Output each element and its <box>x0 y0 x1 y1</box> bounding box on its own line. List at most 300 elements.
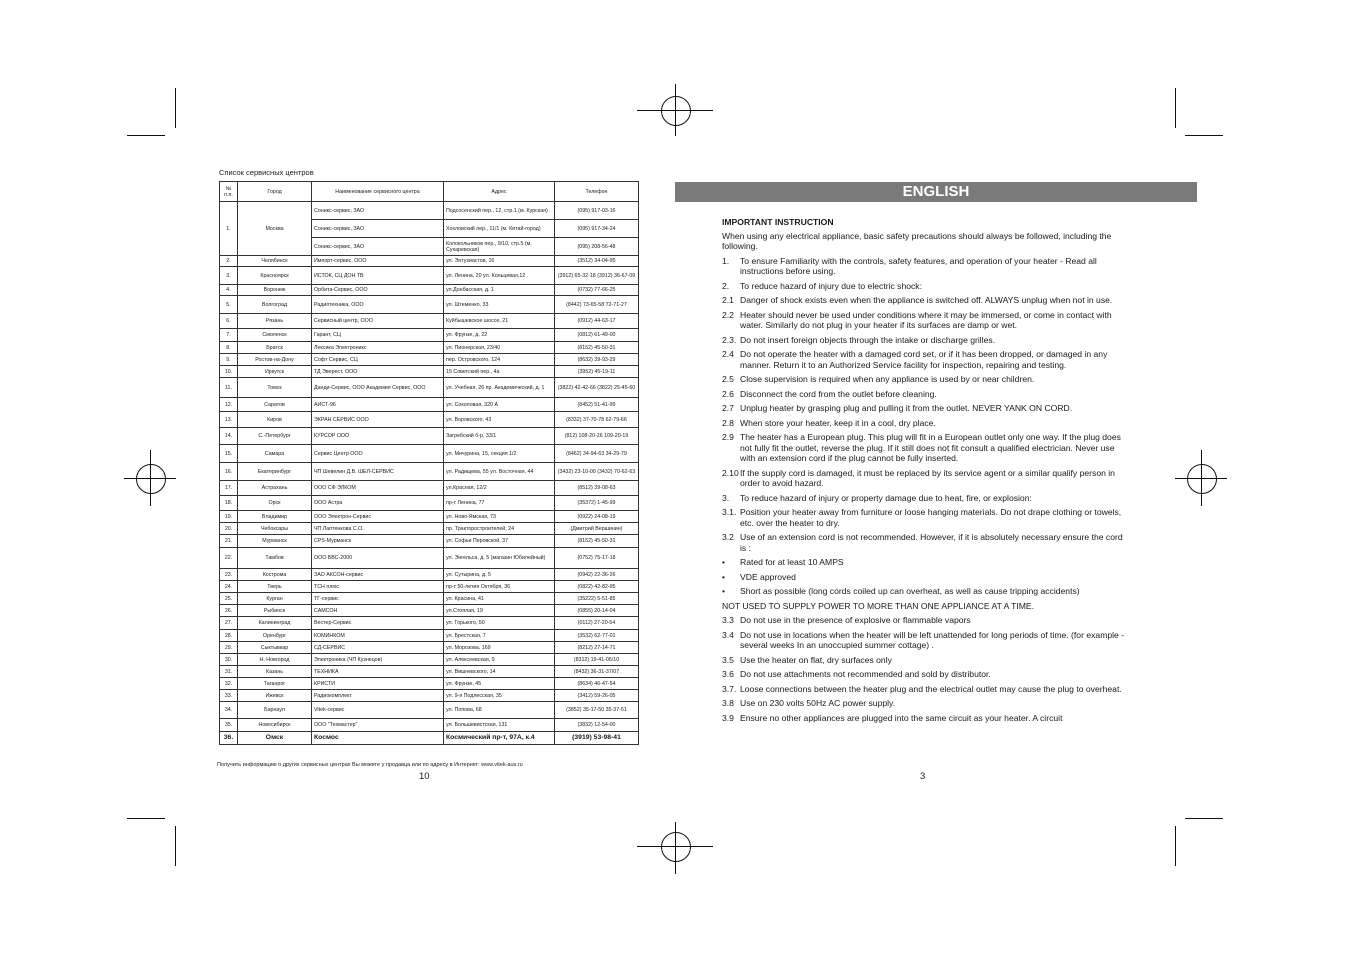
table-row <box>220 366 639 378</box>
table-row <box>220 654 639 666</box>
instruction-text: Rated for at least 10 AMPS <box>740 557 844 567</box>
instruction-text: Disconnect the cord from the outlet before cleaning. <box>740 388 937 399</box>
instruction-text: If the supply cord is damaged, it must be replaced by its service agent or a similar qualify person in order to avoid hazard. <box>740 467 1115 488</box>
instruction-item <box>722 256 1128 277</box>
table-row <box>220 605 639 617</box>
table-cell-city: Красноярск <box>238 267 312 285</box>
table-cell-n: 28. <box>220 630 238 642</box>
table-cell-name: Софт Сервис, СЦ <box>312 354 444 366</box>
table-cell-n: 20. <box>220 523 238 535</box>
table-cell-tel: (0812) 61-49-00 <box>555 329 639 342</box>
table-cell-addr: ул. Горького, 50 <box>444 617 555 630</box>
table-cell-name: КОМИНКОМ <box>312 630 444 642</box>
table-cell-n: 23. <box>220 569 238 581</box>
table-cell-city: Ростов-на-Дону <box>238 354 312 366</box>
table-cell-tel: (3512) 34-04-95 <box>555 256 639 267</box>
table-cell-name: Радиотехника, ООО <box>312 296 444 314</box>
table-cell-city: Казань <box>238 666 312 678</box>
instruction-text: To reduce hazard of injury due to electric shock: <box>740 280 922 291</box>
table-cell-addr: ул. Соколовая, 320 А <box>444 398 555 412</box>
table-row <box>220 702 639 719</box>
table-cell-addr: пр. Тракторостроителей, 24 <box>444 523 555 535</box>
table-cell-city: Тверь <box>238 581 312 593</box>
table-cell-tel: (812) 108-20-26 109-20-19 <box>555 428 639 445</box>
table-cell-addr: ул. Ленина, 20 ул. Кольцевая,12 <box>444 267 555 285</box>
table-cell-city: Киров <box>238 412 312 428</box>
instruction-item <box>722 669 1128 680</box>
instruction-text: Loose connections between the heater plug and the electrical outlet may cause the plug to overheat. <box>740 683 1122 694</box>
instruction-number: 2.4 <box>722 349 734 359</box>
instruction-text: Ensure no other appliances are plugged into the same circuit as your heater. A circuit <box>740 712 1063 723</box>
table-cell-tel: (8634) 46-47-54 <box>555 678 639 690</box>
table-cell-name: ООО Астра <box>312 496 444 511</box>
table-cell-tel: (3912) 65-32-18 (3912) 36-67-09 <box>555 267 639 285</box>
page-number-left: 10 <box>419 771 430 782</box>
table-cell-name: Радиокомплект <box>312 690 444 702</box>
table-row <box>220 445 639 463</box>
crop-mark <box>175 88 176 128</box>
table-row <box>220 256 639 267</box>
table-cell-tel: (8152) 45-50-31 <box>555 535 639 548</box>
instruction-number: 3.5 <box>722 654 734 665</box>
table-cell-tel: (0112) 27-20-54 <box>555 617 639 630</box>
instruction-item <box>722 507 1128 528</box>
instruction-item <box>722 572 1128 583</box>
instruction-item <box>722 349 1128 370</box>
table-cell-addr: ул. Воровского, 43 <box>444 412 555 428</box>
table-row <box>220 481 639 496</box>
table-cell-tel: (095) 917-03-16 <box>555 202 639 220</box>
table-cell-name: Соникс-сервис, ЗАО <box>312 238 444 256</box>
table-cell-addr: ул. Вишневского, 14 <box>444 666 555 678</box>
service-centers-page <box>219 168 639 745</box>
table-cell-name: Импорт-сервис, ООО <box>312 256 444 267</box>
instruction-number: 2.10 <box>722 467 739 478</box>
instruction-item <box>722 295 1128 306</box>
table-cell-city: Н. Новгород <box>238 654 312 666</box>
table-cell-n: 10. <box>220 366 238 378</box>
table-cell-addr: 15 Советский пер., 4а <box>444 366 555 378</box>
table-cell-city: Кострома <box>238 569 312 581</box>
crop-mark <box>1185 818 1223 819</box>
table-cell-addr: Хохловский пер., 11/1 (м. Китай-город) <box>444 220 555 238</box>
table-cell-addr: ул. Энтузиастов, 16 <box>444 256 555 267</box>
instruction-text: Use on 230 volts 50Hz AC power supply. <box>740 698 896 708</box>
table-cell-city: Оренбург <box>238 630 312 642</box>
instructions-intro: When using any electrical appliance, basic safety precautions should always be followed, including the following. <box>722 230 1112 251</box>
table-cell-city: Волгоград <box>238 296 312 314</box>
table-cell-tel: (8632) 39-93-29 <box>555 354 639 366</box>
table-cell-n: 15. <box>220 445 238 463</box>
table-cell-n: 3. <box>220 267 238 285</box>
table-row <box>220 678 639 690</box>
instruction-text: Do not operate the heater with a damaged cord set, or if it has been dropped, or damaged in any manner. Return it to an Authorized Service facility for inspection, repairing and testing. <box>740 349 1108 370</box>
table-cell-city: Екатеринбург <box>238 463 312 481</box>
table-cell-n: 9. <box>220 354 238 366</box>
instruction-item <box>722 557 1128 568</box>
table-cell-name: Vitek-сервис <box>312 702 444 719</box>
instruction-number: 2.1 <box>722 295 734 305</box>
table-cell-n: 35. <box>220 719 238 732</box>
table-cell-tel: (8462) 34-94-63 34-29-79 <box>555 445 639 463</box>
english-section-header: ENGLISH <box>675 182 1197 202</box>
service-centers-title: Список сервисных центров <box>219 168 314 177</box>
instruction-item <box>722 630 1128 651</box>
crop-mark <box>175 826 176 866</box>
table-cell-name: ЭКРАН СЕРВИС ООО <box>312 412 444 428</box>
table-cell-n: 33. <box>220 690 238 702</box>
instruction-text: To reduce hazard of injury or property damage due to heat, fire, or explosion: <box>740 492 1032 503</box>
table-cell-city: Мурманск <box>238 535 312 548</box>
instruction-number: • <box>722 571 726 582</box>
table-cell-city: Таганрог <box>238 678 312 690</box>
instruction-text: Danger of shock exists even when the appliance is switched off. ALWAYS unplug when not in use. <box>740 295 1113 305</box>
column-header: Телефон <box>555 182 639 202</box>
table-cell-name: Электроника (ЧП Кузнецов) <box>312 654 444 666</box>
table-cell-tel: (8452) 51-41-99 <box>555 398 639 412</box>
instruction-number: 3. <box>722 492 730 503</box>
table-row <box>220 354 639 366</box>
table-cell-city: Томск <box>238 378 312 398</box>
instruction-text: Unplug heater by grasping plug and pulling it from the outlet. NEVER YANK ON CORD. <box>740 403 1073 413</box>
table-cell-name: ООО "Техмастер" <box>312 719 444 732</box>
table-cell-addr: ул. Попова, 68 <box>444 702 555 719</box>
instructions-page <box>722 217 1128 727</box>
service-centers-table <box>219 181 639 745</box>
instruction-text: NOT USED TO SUPPLY POWER TO MORE THAN ONE APPLIANCE AT A TIME. <box>722 600 1035 611</box>
table-cell-city: Саратов <box>238 398 312 412</box>
instruction-number: 3.7. <box>722 683 737 694</box>
instruction-number: 2. <box>722 280 730 291</box>
table-cell-tel: (3952) 45-19-11 <box>555 366 639 378</box>
table-cell-n: 32. <box>220 678 238 690</box>
table-cell-addr: ул. Пионерская, 23/40 <box>444 342 555 354</box>
instruction-text: Heater should never be used under conditions where it may be immersed, or come in contact with water. Similarly do not plug in your heater if its surfaces are damp or wet. <box>740 309 1112 330</box>
table-row <box>220 329 639 342</box>
instruction-number: 1. <box>722 255 730 266</box>
instruction-number: 2.5 <box>722 374 734 384</box>
instruction-text: Close supervision is required when any appliance is used by or near children. <box>740 374 1035 384</box>
table-cell-city: Орск <box>238 496 312 511</box>
table-cell-addr: ул. Мичурина, 15, секция 1/2 <box>444 445 555 463</box>
table-cell-tel: (095) 208-56-48 <box>555 238 639 256</box>
table-cell-city: Чебоксары <box>238 523 312 535</box>
table-cell-name: СД-СЕРВИС <box>312 642 444 654</box>
table-cell-n: 12. <box>220 398 238 412</box>
crop-mark <box>1175 826 1176 866</box>
table-cell-n: 7. <box>220 329 238 342</box>
table-cell-name: Данди-Сервис, ООО Академия Сервис, ООО <box>312 378 444 398</box>
crop-mark <box>1185 135 1223 136</box>
instruction-text: When store your heater, keep it in a cool, dry place. <box>740 417 936 428</box>
table-cell-addr: ул.Донбасская, д. 1 <box>444 285 555 296</box>
table-cell-addr: ул. Фрунзе, д. 22 <box>444 329 555 342</box>
instruction-item <box>722 698 1128 709</box>
column-header: Город <box>238 182 312 202</box>
instruction-number: 3.6 <box>722 669 734 679</box>
table-cell-n: 34. <box>220 702 238 719</box>
table-cell-tel: (3432) 23-10-00 (3432) 70-62-63 <box>555 463 639 481</box>
table-cell-n: 19. <box>220 511 238 523</box>
instruction-text: Do not insert foreign objects through the intake or discharge grilles. <box>740 334 996 345</box>
instruction-number: 2.8 <box>722 417 734 428</box>
table-cell-n: 4. <box>220 285 238 296</box>
table-cell-city: Калининград <box>238 617 312 630</box>
instruction-item <box>722 586 1128 597</box>
instructions-heading: IMPORTANT INSTRUCTION <box>722 217 834 227</box>
table-cell-tel: (095) 917-34-24 <box>555 220 639 238</box>
table-row <box>220 285 639 296</box>
table-cell-tel: (0822) 42-82-95 <box>555 581 639 593</box>
table-cell-name: Орбита-Сервис, ООО <box>312 285 444 296</box>
table-cell-addr: Космический пр-т, 97А, к.4 <box>444 732 555 745</box>
table-cell-n: 2. <box>220 256 238 267</box>
instruction-text: VDE approved <box>740 571 796 582</box>
table-cell-name: ТД Эверест, ООО <box>312 366 444 378</box>
instruction-text: The heater has a European plug. This plug will fit in a European outlet only one way. If the plug does not fully fit the outlet, reverse the plug. If it still does not fit consult a qualified electrician. Never use with an extension cord if the plug cannot be fully inserted. <box>740 432 1121 463</box>
table-cell-tel: (Дмитрий Вершинин) <box>555 523 639 535</box>
instruction-item <box>722 281 1128 292</box>
table-row <box>220 314 639 329</box>
table-cell-city: Сыктывкар <box>238 642 312 654</box>
table-cell-name: ЧП Шевелин Д.В. ШЕЛ-СЕРВИС <box>312 463 444 481</box>
table-cell-name: CPS-Мурманск <box>312 535 444 548</box>
table-row <box>220 666 639 678</box>
table-cell-name: ТГ-сервис <box>312 593 444 605</box>
table-cell-city: Братск <box>238 342 312 354</box>
table-body <box>220 202 639 745</box>
instruction-text: To ensure Familiarity with the controls, safety features, and operation of your heater - Read all instructions before using. <box>740 255 1097 276</box>
table-cell-addr: Загребский б-р, 33/1 <box>444 428 555 445</box>
instruction-item <box>722 615 1128 626</box>
table-cell-name: Лексика Электроникс <box>312 342 444 354</box>
instruction-number: 3.4 <box>722 629 734 640</box>
table-cell-tel: (0732) 77-66-25 <box>555 285 639 296</box>
table-cell-name: Космос <box>312 732 444 745</box>
table-cell-n: 25. <box>220 593 238 605</box>
instruction-number: 2.2 <box>722 309 734 320</box>
table-cell-tel: (3412) 59-26-05 <box>555 690 639 702</box>
table-row <box>220 463 639 481</box>
instruction-text: Do not use in locations when the heater will be left unattended for long periods of time. (for example -several weeks In an unoccupied summer cottage) . <box>740 629 1125 650</box>
table-cell-city: Москва <box>238 202 312 256</box>
table-cell-n: 18. <box>220 496 238 511</box>
instruction-text: Do not use attachments not recommended and sold by distributor. <box>740 669 991 679</box>
table-cell-n: 29. <box>220 642 238 654</box>
table-cell-n: 6. <box>220 314 238 329</box>
table-cell-addr: ул. Энгельса, д. 5 (магазин Юбилейный) <box>444 548 555 569</box>
table-row <box>220 617 639 630</box>
table-row <box>220 569 639 581</box>
table-cell-addr: ул. Софьи Перовской, 37 <box>444 535 555 548</box>
table-cell-addr: ул. Радищева, 55 ул. Восточная, 44 <box>444 463 555 481</box>
table-cell-addr: Колокольников пер., 9/10, стр.5 (м. Сухаревская) <box>444 238 555 256</box>
column-header: Адрес <box>444 182 555 202</box>
table-cell-city: Иркутск <box>238 366 312 378</box>
table-row <box>220 296 639 314</box>
table-cell-tel: (0855) 20-14-04 <box>555 605 639 617</box>
table-row <box>220 378 639 398</box>
service-centers-footer: Получить информацию о других сервисных центрах Вы можете у продавца или по адресу в Интернет: www.vitek-aus.ru <box>217 762 523 768</box>
table-row <box>220 593 639 605</box>
crop-mark <box>127 135 165 136</box>
table-cell-name: КРИСТИ <box>312 678 444 690</box>
table-row <box>220 412 639 428</box>
table-cell-city: Рязань <box>238 314 312 329</box>
table-cell-n: 8. <box>220 342 238 354</box>
column-header: № п.п. <box>220 182 238 202</box>
table-cell-tel: (3832) 12-54-00 <box>555 719 639 732</box>
table-cell-tel: (8152) 45-50-31 <box>555 342 639 354</box>
instruction-number: • <box>722 586 726 596</box>
instruction-item <box>722 655 1128 666</box>
table-header-row <box>220 182 639 202</box>
table-cell-city: Новосибирск <box>238 719 312 732</box>
table-cell-tel: (0922) 24-08-19 <box>555 511 639 523</box>
table-cell-tel: (8332) 37-70-78 62-79-66 <box>555 412 639 428</box>
instruction-text: Use the heater on flat, dry surfaces only <box>740 654 892 665</box>
table-row <box>220 719 639 732</box>
table-cell-addr: пр-т Ленина, 77 <box>444 496 555 511</box>
table-cell-addr: пер. Островского, 124 <box>444 354 555 366</box>
instruction-item <box>722 432 1128 464</box>
instruction-number: • <box>722 557 726 567</box>
instruction-item <box>722 403 1128 414</box>
table-cell-n: 1. <box>220 202 238 256</box>
table-cell-addr: пр-т 50-летия Октября, 36 <box>444 581 555 593</box>
table-row <box>220 511 639 523</box>
instruction-item <box>722 601 1128 612</box>
table-cell-city: Тамбов <box>238 548 312 569</box>
table-cell-name: ООО Электрон-Сервис <box>312 511 444 523</box>
page-number-right: 3 <box>920 771 926 782</box>
table-row <box>220 202 639 220</box>
table-row <box>220 398 639 412</box>
table-cell-n: 17. <box>220 481 238 496</box>
table-cell-addr: ул. Сутырина, д. 5 <box>444 569 555 581</box>
table-cell-tel: (0912) 44-63-17 <box>555 314 639 329</box>
table-cell-tel: (3852) 35-17-50 35-37-51 <box>555 702 639 719</box>
table-cell-name: Гарант, СЦ <box>312 329 444 342</box>
table-row <box>220 342 639 354</box>
table-cell-addr: ул. Красина, 41 <box>444 593 555 605</box>
instruction-item <box>722 713 1128 724</box>
table-row <box>220 581 639 593</box>
table-cell-name: ЗАО АКСОН-сервис <box>312 569 444 581</box>
table-cell-n: 22. <box>220 548 238 569</box>
table-row <box>220 642 639 654</box>
instruction-number: 3.8 <box>722 698 734 708</box>
table-cell-n: 27. <box>220 617 238 630</box>
table-cell-n: 16. <box>220 463 238 481</box>
table-cell-n: 5. <box>220 296 238 314</box>
table-cell-tel: (8512) 39-08-63 <box>555 481 639 496</box>
instruction-item <box>722 335 1128 346</box>
instruction-item <box>722 493 1128 504</box>
table-cell-addr: ул. Морозова, 169 <box>444 642 555 654</box>
table-cell-addr: ул. Алексеевская, 9 <box>444 654 555 666</box>
instruction-number: 3.9 <box>722 712 734 723</box>
table-cell-name: ООО БВС-2000 <box>312 548 444 569</box>
table-cell-addr: ул. Ново-Ямская, 73 <box>444 511 555 523</box>
table-cell-n: 26. <box>220 605 238 617</box>
table-cell-n: 11. <box>220 378 238 398</box>
instruction-text: Use of an extension cord is not recommended. However, if it is absolutely necessary ensure the cord is : <box>740 532 1123 553</box>
table-cell-tel: (0752) 75-17-18 <box>555 548 639 569</box>
table-cell-n: 36. <box>220 732 238 745</box>
table-cell-tel: (8432) 36-31-37/07 <box>555 666 639 678</box>
table-cell-name: КУРСОР ООО <box>312 428 444 445</box>
column-header: Наименование сервисного центра <box>312 182 444 202</box>
table-cell-name: Соникс-сервис, ЗАО <box>312 220 444 238</box>
instruction-item <box>722 418 1128 429</box>
table-cell-city: Воронеж <box>238 285 312 296</box>
instruction-number: 2.6 <box>722 388 734 399</box>
table-row <box>220 523 639 535</box>
table-cell-tel: (3919) 53-98-41 <box>555 732 639 745</box>
table-cell-name: ИСТОК, СЦ ДОН ТВ <box>312 267 444 285</box>
instruction-item <box>722 374 1128 385</box>
table-cell-name: Сервисный центр, ООО <box>312 314 444 329</box>
table-cell-name: ТЕХНИКА <box>312 666 444 678</box>
table-cell-n: 30. <box>220 654 238 666</box>
instruction-item <box>722 468 1128 489</box>
instruction-number: 3.2 <box>722 532 734 542</box>
table-cell-name: Сервис Центр ООО <box>312 445 444 463</box>
table-cell-city: Курган <box>238 593 312 605</box>
table-cell-name: ЧП Лаптенкова С.О. <box>312 523 444 535</box>
table-row <box>220 535 639 548</box>
table-cell-tel: (3532) 62-77-01 <box>555 630 639 642</box>
table-cell-name: ТСН плюс <box>312 581 444 593</box>
table-cell-addr: ул. Большевистская, 131 <box>444 719 555 732</box>
table-row <box>220 267 639 285</box>
table-cell-addr: ул. Фрунзе, 45 <box>444 678 555 690</box>
instruction-item <box>722 310 1128 331</box>
table-cell-addr: ул.Красная, 12/2 <box>444 481 555 496</box>
table-cell-addr: ул. Учебная, 26 пр. Академический, д. 1 <box>444 378 555 398</box>
table-cell-city: Смоленск <box>238 329 312 342</box>
table-cell-n: 14. <box>220 428 238 445</box>
table-cell-city: Владимир <box>238 511 312 523</box>
instruction-number: 2.3. <box>722 334 737 345</box>
table-cell-tel: (35222) 5-51-85 <box>555 593 639 605</box>
crop-mark <box>127 818 165 819</box>
instruction-text: Short as possible (long cords coiled up can overheat, as well as cause tripping accidents) <box>740 586 1080 596</box>
table-cell-n: 31. <box>220 666 238 678</box>
table-cell-addr: Подсосенский пер., 12, стр.1 (м. Курская) <box>444 202 555 220</box>
table-cell-tel: (3822) 42-42-66 (3822) 25-45-60 <box>555 378 639 398</box>
table-row <box>220 428 639 445</box>
table-cell-city: Ижевск <box>238 690 312 702</box>
table-row <box>220 496 639 511</box>
table-cell-city: Омск <box>238 732 312 745</box>
table-cell-name: АИСТ-96 <box>312 398 444 412</box>
table-cell-tel: (8312) 19-41-06/10 <box>555 654 639 666</box>
instruction-item <box>722 389 1128 400</box>
table-cell-tel: (8442) 73-65-58 72-71-27 <box>555 296 639 314</box>
table-cell-addr: Куйбышевское шоссе, 21 <box>444 314 555 329</box>
instruction-number: 2.9 <box>722 432 734 442</box>
table-cell-tel: (35372) 1-45-99 <box>555 496 639 511</box>
instruction-text: Do not use in the presence of explosive or flammable vapors <box>740 615 971 625</box>
table-cell-city: Астрахань <box>238 481 312 496</box>
table-cell-city: Самара <box>238 445 312 463</box>
table-cell-name: Соникс-сервис, ЗАО <box>312 202 444 220</box>
table-cell-tel: (8212) 27-14-71 <box>555 642 639 654</box>
crop-mark <box>1175 88 1176 128</box>
table-cell-name: ООО СФ ЭЛКОМ <box>312 481 444 496</box>
